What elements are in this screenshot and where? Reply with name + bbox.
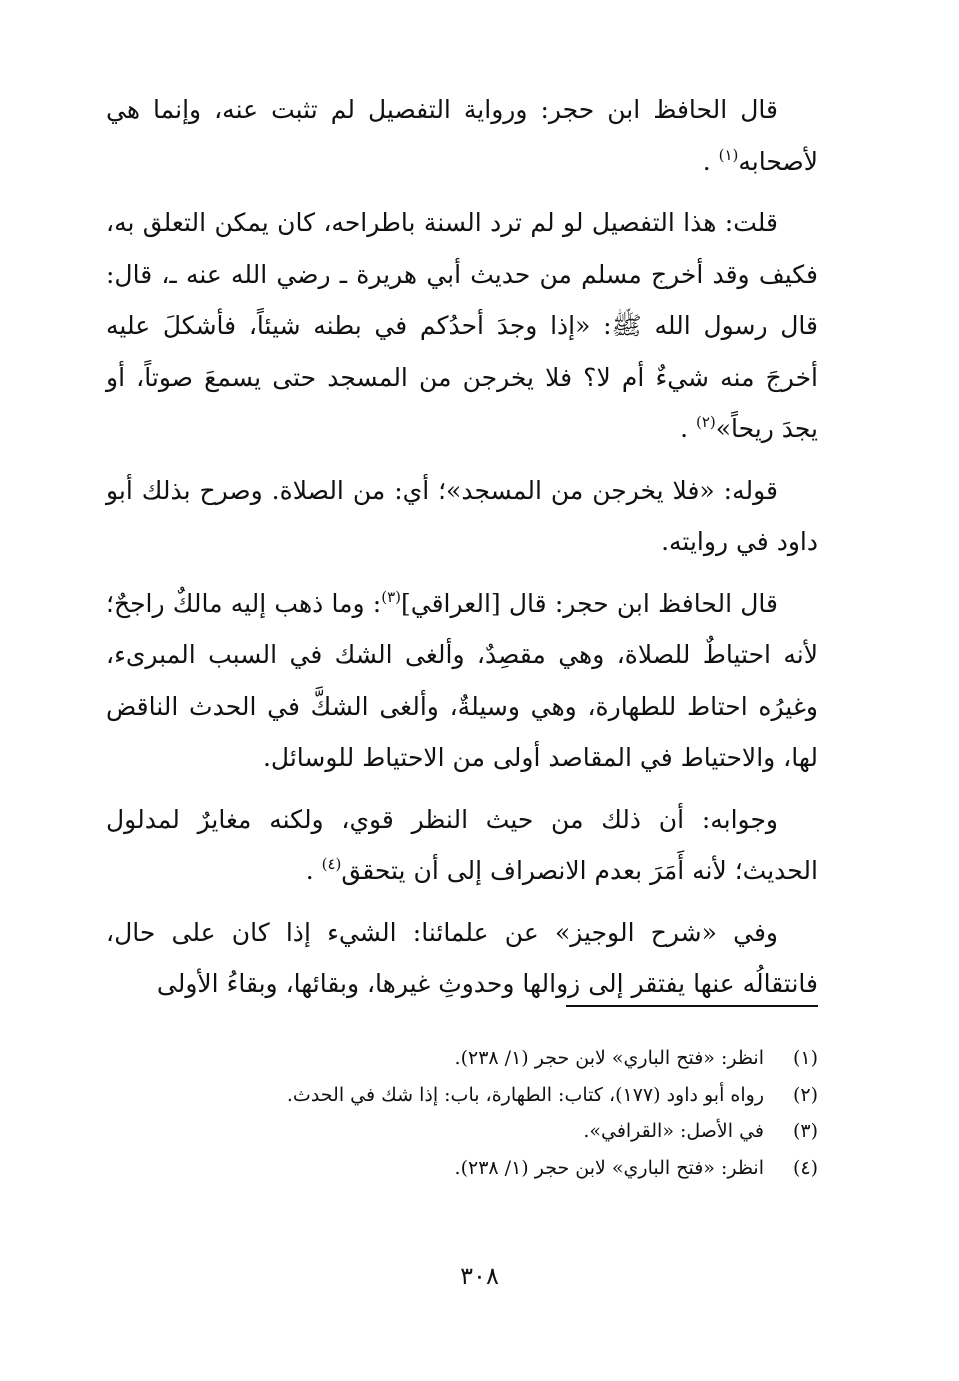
footnotes	[106, 1040, 818, 1186]
paragraph-3: قوله: «فلا يخرجن من المسجد»؛ أي: من الصلاة. وصرح بذلك أبو داود في روايته.	[106, 475, 818, 556]
paragraph-4: قال الحافظ ابن حجر: قال [العراقي]$^{(٣)}$: وما ذهب إليه مالكٌ راجحٌ؛ لأنه احتياطٌ للصلاة، وهي مقصِدٌ، وألغى الشك في السبب المبرىء، وغيرُه احتاط للطهارة، وهي وسيلةٌ، وألغى الشكَّ في الحدث الناقض لها، والاحتياط في المقاصد أولى من الاحتياط للوسائل.	[106, 587, 818, 772]
footnote-separator	[566, 1005, 818, 1007]
paragraph-1: قال الحافظ ابن حجر: ورواية التفصيل لم تثبت عنه، وإنما هي لأصحابه$^{(١)}$ .	[106, 95, 818, 176]
footnote-ref-2[interactable]: (٢)	[695, 413, 716, 431]
footnote-ref-3[interactable]: (٣)	[381, 587, 402, 606]
footnote-3	[106, 1113, 818, 1150]
footnote-ref-1[interactable]: (١)	[718, 145, 739, 164]
footnote-ref-4[interactable]: (٤)	[321, 855, 342, 873]
paragraph-5: وجوابه: أن ذلك من حيث النظر قوي، ولكنه مغايرٌ لمدلول الحديث؛ لأنه أَمَرَ بعدم الانصراف إلى أن يتحقق$^{(٤)}$ .	[106, 804, 818, 885]
footnote-text: انظر: «فتح الباري» لابن حجر (١/ ٢٣٨).	[454, 1156, 764, 1179]
paragraph-6: وفي «شرح الوجيز» عن علمائنا: الشيء إذا كان على حال، فانتقالُه عنها يفتقر إلى زوالها وحدوثِ غيرها، وبقائها، وبقاءُ الأولى	[106, 917, 818, 998]
footnote-text: انظر: «فتح الباري» لابن حجر (١/ ٢٣٨).	[454, 1047, 764, 1069]
footnote-number: (٣)	[792, 1120, 818, 1142]
paragraph-2: قلت: هذا التفصيل لو لم ترد السنة باطراحه، كان يمكن التعلق به، فكيف وقد أخرج مسلم من حديث أبي هريرة ـ رضي الله عنه ـ، قال: قال رسول الله ﷺ: «إذا وجدَ أحدُكم في بطنه شيئاً، فأشكلَ عليه أخرجَ منه شيءٌ أم لا؟ فلا يخرجن من المسجد حتى يسمعَ صوتاً، أو يجدَ ريحاً»$^{(٢)}$ .	[106, 208, 818, 443]
footnote-text: رواه أبو داود (١٧٧)، كتاب: الطهارة، باب: إذا شك في الحدث.	[286, 1083, 764, 1106]
page-number: ٣٠٨	[460, 1262, 499, 1290]
footnote-number: (١)	[792, 1047, 818, 1069]
main-text	[106, 84, 818, 1010]
footnote-number: (٤)	[792, 1156, 818, 1179]
footnote-4	[106, 1150, 818, 1187]
footnote-1	[106, 1040, 818, 1077]
footnote-2	[106, 1077, 818, 1114]
footnote-number: (٢)	[792, 1083, 818, 1106]
footnote-text: في الأصل: «القرافي».	[583, 1120, 764, 1142]
